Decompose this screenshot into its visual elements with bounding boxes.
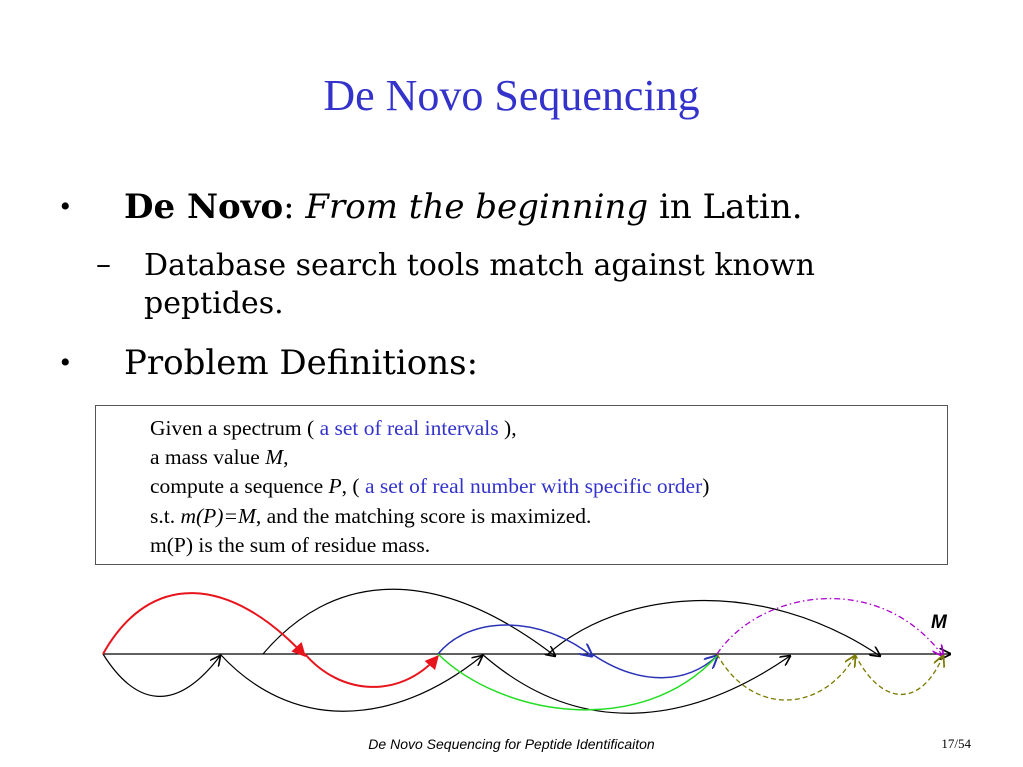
latin-suffix: in Latin. <box>648 187 803 227</box>
definition-line-4: s.t. m(P)=M, and the matching score is maximized. <box>150 503 592 528</box>
definition-line-2: a mass value M, <box>150 445 289 470</box>
slide-footer: De Novo Sequencing for Peptide Identificaiton <box>368 736 655 752</box>
slide-title: De Novo Sequencing <box>323 71 700 120</box>
page-number: 17/54 <box>941 736 971 751</box>
olive-path-arc <box>855 654 943 694</box>
definition-text <box>150 414 709 560</box>
blue-path-arc <box>438 625 592 656</box>
sequence-path-diagram <box>0 570 1023 720</box>
red-path-arc <box>305 654 438 687</box>
bullet-marker: • <box>60 190 71 223</box>
latin-meaning: From the beginning <box>305 187 649 227</box>
definition-line-3: compute a sequence P, ( a set of real number with specific order) <box>150 474 710 499</box>
bullet-problem-definitions: Problem Definitions: <box>124 343 479 383</box>
black-arc <box>548 601 880 656</box>
black-arc <box>103 654 220 696</box>
sub-bullet-database: Database search tools match against known peptides. <box>144 248 815 321</box>
purple-path-arc <box>717 599 943 656</box>
bullet-marker: • <box>60 346 71 379</box>
target-mass-label: M <box>931 612 947 633</box>
black-arc <box>220 654 482 711</box>
green-path-arc <box>438 654 717 710</box>
definition-line-5: m(P) is the sum of residue mass. <box>150 532 431 557</box>
colon: : <box>283 187 306 227</box>
bullet-de-novo <box>124 186 803 228</box>
definition-line-1: Given a spectrum ( a set of real intervals ), <box>150 416 517 440</box>
olive-path-arc <box>717 654 855 700</box>
red-path-arc <box>103 593 305 656</box>
term-de-novo: De Novo <box>124 187 284 227</box>
sub-bullet-marker: – <box>96 247 111 282</box>
black-arc <box>263 589 555 656</box>
